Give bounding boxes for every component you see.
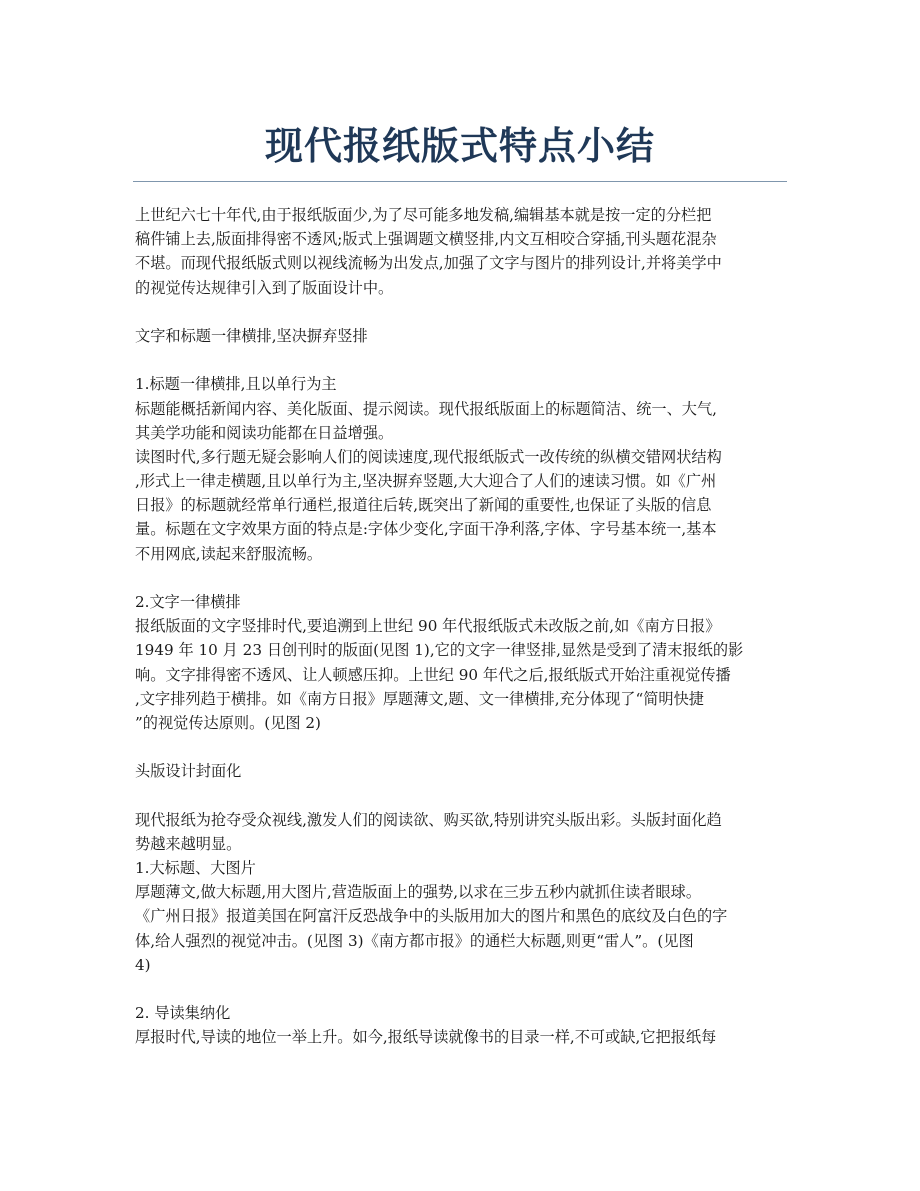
section-heading: 文字和标题一律横排,坚决摒弃竖排 (135, 326, 368, 345)
text-line: 体,给人强烈的视觉冲击。(见图 3)《南方都市报》的通栏大标题,则更“雷人”。(见图 (135, 931, 694, 950)
paragraph-gap (135, 300, 790, 324)
text-line: 1949 年 10 月 23 日创刊时的版面(见图 1),它的文字一律竖排,显然是受到了清末报纸的影 (135, 641, 744, 660)
text-line: 响。文字排得密不透风、让人顿感压抑。上世纪 90 年代之后,报纸版式开始注重视觉传播 (135, 665, 731, 684)
text-line: 不堪。而现代报纸版式则以视线流畅为出发点,加强了文字与图片的排列设计,并将美学中 (135, 254, 722, 273)
subsection-heading: 1.大标题、大图片 (135, 859, 256, 878)
text-line: 《广州日报》报道美国在阿富汗反恐战争中的头版用加大的图片和黑色的底纹及白色的字 (135, 907, 728, 926)
text-line: 厚题薄文,做大标题,用大图片,营造版面上的强势,以求在三步五秒内就抓住读者眼球。 (135, 883, 702, 902)
document-body (135, 203, 790, 1050)
text-line: 日报》的标题就经常单行通栏,报道往后转,既突出了新闻的重要性,也保证了头版的信息 (135, 496, 712, 515)
paragraph-gap (135, 566, 790, 590)
text-line: 读图时代,多行题无疑会影响人们的阅读速度,现代报纸版式一改传统的纵横交错网状结构 (135, 447, 722, 466)
text-line: ,文字排列趋于横排。如《南方日报》厚题薄文,题、文一律横排,充分体现了“简明快捷 (135, 689, 704, 708)
title-divider (133, 181, 787, 182)
page-title: 现代报纸版式特点小结 (264, 124, 655, 168)
text-line: 标题能概括新闻内容、美化版面、提示阅读。现代报纸版面上的标题简洁、统一、大气, (135, 399, 717, 418)
paragraph-gap (135, 348, 790, 372)
paragraph-gap (135, 784, 790, 808)
text-line: 势越来越明显。 (135, 834, 242, 853)
subsection-heading: 2. 导读集纳化 (135, 1004, 231, 1023)
intro-paragraph (135, 203, 790, 300)
text-line: 4) (135, 955, 151, 974)
subsection-paragraph (135, 614, 790, 735)
text-line: 上世纪六七十年代,由于报纸版面少,为了尽可能多地发稿,编辑基本就是按一定的分栏把 (135, 206, 712, 224)
subsection-heading: 2.文字一律横排 (135, 593, 241, 611)
paragraph-gap (135, 977, 790, 1001)
text-line: 量。标题在文字效果方面的特点是:字体少变化,字面干净利落,字体、字号基本统一,基本 (135, 520, 717, 539)
section-intro-paragraph (135, 808, 790, 856)
text-line: 其美学功能和阅读功能都在日益增强。 (135, 423, 394, 442)
text-line: 现代报纸为抢夺受众视线,激发人们的阅读欲、购买欲,特别讲究头版出彩。头版封面化趋 (135, 810, 722, 829)
text-line: 的视觉传达规律引入到了版面设计中。 (135, 278, 394, 297)
text-line: 报纸版面的文字竖排时代,要追溯到上世纪 90 年代报纸版式未改版之前,如《南方日报》 (135, 617, 721, 636)
paragraph-gap (135, 735, 790, 759)
text-line: 厚报时代,导读的地位一举上升。如今,报纸导读就像书的目录一样,不可或缺,它把报纸每 (135, 1028, 717, 1047)
text-line: ”的视觉传达原则。(见图 2) (135, 713, 321, 732)
subsection-paragraph (135, 397, 790, 566)
section-heading: 头版设计封面化 (135, 762, 242, 781)
subsection-paragraph (135, 880, 790, 977)
subsection-paragraph (135, 1025, 790, 1049)
text-line: 稿件铺上去,版面排得密不透风;版式上强调题文横竖排,内文互相咬合穿插,刊头题花混杂 (135, 230, 717, 249)
subsection-heading: 1.标题一律横排,且以单行为主 (135, 375, 337, 394)
text-line: ,形式上一律走横题,且以单行为主,坚决摒弃竖题,大大迎合了人们的速读习惯。如《广州 (135, 472, 717, 491)
text-line: 不用网底,读起来舒服流畅。 (135, 544, 323, 563)
